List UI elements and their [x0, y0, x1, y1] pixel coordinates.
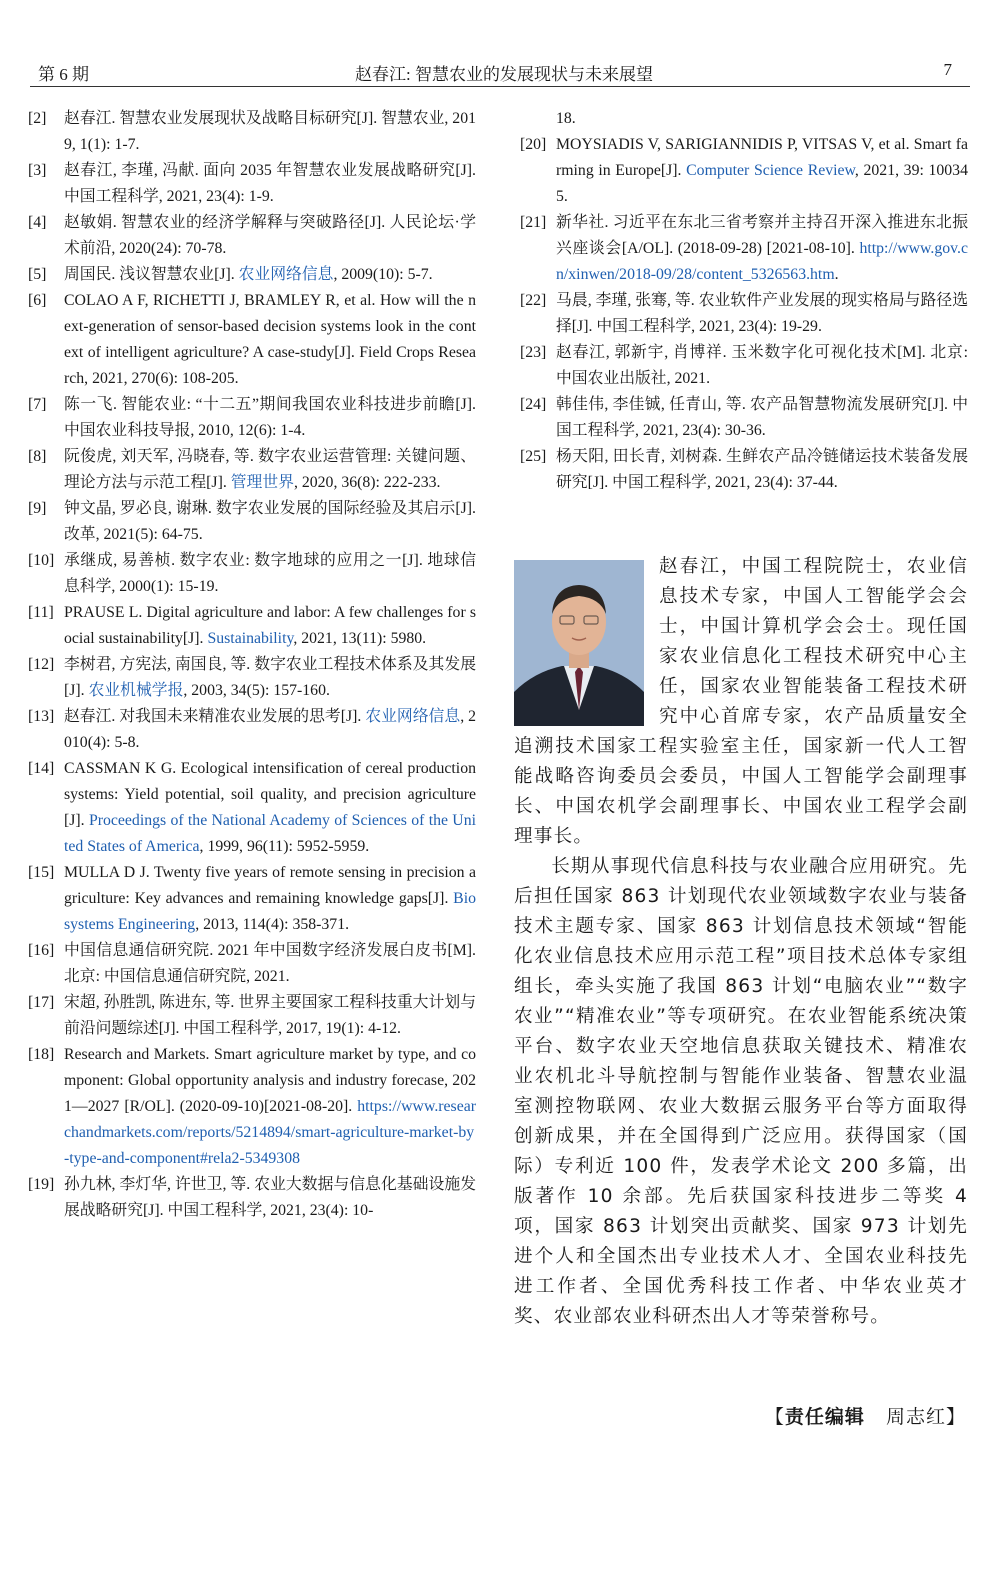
reference-entry: [520, 210, 968, 288]
reference-number: [23]: [520, 344, 547, 361]
reference-text: 陈一飞. 智能农业: “十二五”期间我国农业科技进步前瞻[J]. 中国农业科技导报, 2010, 12(6): 1-4.: [64, 396, 476, 439]
reference-number: [21]: [520, 214, 547, 231]
references-right-column: [520, 106, 968, 496]
reference-text: [64, 600, 476, 652]
reference-entry: [28, 444, 476, 496]
photo-float-spacer: [514, 552, 659, 724]
reference-text-pre: PRAUSE L. Digital agriculture and labor: A few challenges for social sustainability[J].: [64, 604, 476, 647]
reference-text: 赵春江, 郭新宇, 肖博祥. 玉米数字化可视化技术[M]. 北京: 中国农业出版社, 2021.: [556, 344, 968, 387]
editor-label: 责任编辑: [784, 1406, 865, 1428]
reference-link[interactable]: Proceedings of the National Academy of Sciences of the United States of America: [64, 812, 476, 855]
reference-entry: [28, 1172, 476, 1224]
reference-entry: [28, 210, 476, 262]
reference-entry: [28, 392, 476, 444]
reference-text-pre: 赵春江. 对我国未来精准农业发展的思考[J].: [64, 708, 366, 725]
reference-entry: [520, 288, 968, 340]
reference-number: [12]: [28, 656, 55, 673]
reference-text: [64, 262, 476, 288]
reference-text: 中国信息通信研究院. 2021 年中国数字经济发展白皮书[M]. 北京: 中国信息通信研究院, 2021.: [64, 942, 476, 985]
running-header: [38, 60, 970, 86]
reference-text-post: , 2021, 13(11): 5980.: [293, 630, 427, 647]
reference-number: [6]: [28, 292, 47, 309]
header-rule: [30, 86, 970, 87]
reference-number: [13]: [28, 708, 55, 725]
reference-continuation: 18.: [556, 110, 576, 127]
reference-entry: [28, 860, 476, 938]
reference-entry: [28, 106, 476, 158]
reference-number: [20]: [520, 136, 547, 153]
reference-text: [556, 210, 968, 288]
reference-number: [8]: [28, 448, 47, 465]
reference-number: [17]: [28, 994, 55, 1011]
reference-link[interactable]: https://www.researchandmarkets.com/reports/5214894/smart-agriculture-market-by-type-and-component#rela2-5349308: [64, 1098, 476, 1167]
reference-entry: [28, 990, 476, 1042]
reference-text-pre: 周国民. 浅议智慧农业[J].: [64, 266, 239, 283]
reference-text-post: , 1999, 96(11): 5952-5959.: [199, 838, 370, 855]
reference-entry: [28, 756, 476, 860]
reference-text: 杨天阳, 田长青, 刘树森. 生鲜农产品冷链储运技术装备发展研究[J]. 中国工程科学, 2021, 23(4): 37-44.: [556, 448, 968, 491]
reference-entry: [28, 262, 476, 288]
bio-paragraph-1: 赵春江，中国工程院院士，农业信息技术专家，中国人工智能学会会士，中国计算机学会会士。现任国家农业信息化工程技术研究中心主任，国家农业智能装备工程技术研究中心首席专家，农产品质量安全追溯技术国家工程实验室主任，国家新一代人工智能战略咨询委员会委员，中国人工智能学会副理事长、中国农机学会副理事长、中国农业工程学会副理事长。: [514, 556, 968, 847]
reference-entry: [28, 600, 476, 652]
reference-text-pre: 李树君, 方宪法, 南国良, 等. 数字农业工程技术体系及其发展[J].: [64, 656, 476, 699]
reference-text-post: , 2009(10): 5-7.: [333, 266, 433, 283]
page-number: 7: [943, 60, 952, 79]
reference-text: [64, 652, 476, 704]
reference-number: [11]: [28, 604, 54, 621]
reference-text-pre: MOYSIADIS V, SARIGIANNIDIS P, VITSAS V, et al. Smart farming in Europe[J].: [556, 136, 968, 179]
reference-number: [9]: [28, 500, 47, 517]
reference-text: [556, 132, 968, 210]
reference-number: [3]: [28, 162, 47, 179]
editor-bracket-close: 】: [945, 1406, 966, 1428]
reference-text: [64, 704, 476, 756]
reference-number: [7]: [28, 396, 47, 413]
reference-text: [64, 444, 476, 496]
reference-text: 赵敏娟. 智慧农业的经济学解释与突破路径[J]. 人民论坛·学术前沿, 2020(24): 70-78.: [64, 214, 476, 257]
responsible-editor: [765, 1402, 966, 1429]
reference-text-pre: MULLA D J. Twenty five years of remote sensing in precision agriculture: Key advances and remaining knowledge gaps[J].: [64, 864, 476, 907]
reference-number: [16]: [28, 942, 55, 959]
reference-text: 马晨, 李瑾, 张骞, 等. 农业软件产业发展的现实格局与路径选择[J]. 中国工程科学, 2021, 23(4): 19-29.: [556, 292, 968, 335]
reference-number: [19]: [28, 1176, 55, 1193]
reference-text: 宋超, 孙胜凯, 陈进东, 等. 世界主要国家工程科技重大计划与前沿问题综述[J]. 中国工程科学, 2017, 19(1): 4-12.: [64, 994, 476, 1037]
reference-text-pre: Research and Markets. Smart agriculture market by type, and component: Global opportunity analysis and industry forecase, 2021—2027 [R/OL]. (2020-09-10)[2021-08-20].: [64, 1046, 476, 1115]
issue-number: 第 6 期: [38, 65, 89, 84]
reference-number: [5]: [28, 266, 47, 283]
reference-text-post: , 2013, 114(4): 358-371.: [195, 916, 350, 933]
reference-number: [25]: [520, 448, 547, 465]
reference-entry: [28, 1042, 476, 1172]
reference-link[interactable]: 农业网络信息: [238, 266, 334, 283]
reference-text-post: , 2010(4): 5-8.: [64, 708, 476, 751]
reference-number: [24]: [520, 396, 547, 413]
reference-link[interactable]: Sustainability: [207, 630, 294, 647]
reference-entry: [28, 548, 476, 600]
reference-text: 韩佳伟, 李佳铖, 任青山, 等. 农产品智慧物流发展研究[J]. 中国工程科学, 2021, 23(4): 30-36.: [556, 396, 968, 439]
reference-entry: [28, 158, 476, 210]
reference-number: [18]: [28, 1046, 55, 1063]
reference-text-pre: 新华社. 习近平在东北三省考察并主持召开深入推进东北振兴座谈会[A/OL]. (2018-09-28) [2021-08-10].: [556, 214, 968, 257]
reference-entry: [28, 938, 476, 990]
references-left-column: [28, 106, 476, 1224]
reference-text: [64, 756, 476, 860]
reference-text-pre: CASSMAN K G. Ecological intensification of cereal production systems: Yield potential, soil quality, and precision agriculture[J].: [64, 760, 476, 829]
reference-link[interactable]: http://www.gov.cn/xinwen/2018-09/28/content_5326563.htm: [556, 240, 968, 283]
reference-number: [2]: [28, 110, 47, 127]
reference-link[interactable]: Biosystems Engineering: [64, 890, 476, 933]
reference-entry: [28, 652, 476, 704]
reference-text-pre: 阮俊虎, 刘天军, 冯晓春, 等. 数字农业运营管理: 关键问题、理论方法与示范工程[J].: [64, 448, 476, 491]
editor-name: 周志红: [885, 1406, 946, 1428]
reference-number: [15]: [28, 864, 55, 881]
reference-text: [64, 860, 476, 938]
reference-link[interactable]: 农业网络信息: [365, 708, 461, 725]
reference-text-post: , 2003, 34(5): 157-160.: [183, 682, 330, 699]
reference-text: 承继成, 易善桢. 数字农业: 数字地球的应用之一[J]. 地球信息科学, 2000(1): 15-19.: [64, 552, 476, 595]
reference-text: 赵春江, 李瑾, 冯献. 面向 2035 年智慧农业发展战略研究[J]. 中国工程科学, 2021, 23(4): 1-9.: [64, 162, 476, 205]
bio-paragraph-2: 长期从事现代信息科技与农业融合应用研究。先后担任国家 863 计划现代农业领域数字农业与装备技术主题专家、国家 863 计划信息技术领域“智能化农业信息技术应用示范工程”项目技术总体专家组组长，牵头实施了我国 863 计划“电脑农业”“数字农业”“精准农业”等专项研究。在农业智能系统决策平台、数字农业天空地信息获取关键技术、精准农业农机北斗导航控制与智能作业装备、智慧农业温室测控物联网、农业大数据云服务平台等方面取得创新成果，并在全国得到广泛应用。获得国家（国际）专利近 100 件，发表学术论文 200 多篇，出版著作 10 余部。先后获国家科技进步二等奖 4 项，国家 863 计划突出贡献奖、国家 973 计划先进个人和全国杰出专业技术人才、全国农业科技先进工作者、全国优秀科技工作者、中华农业英才奖、农业部农业科研杰出人才等荣誉称号。: [514, 856, 968, 1327]
reference-number: [10]: [28, 552, 55, 569]
reference-entry: [520, 340, 968, 392]
running-title: 赵春江: 智慧农业的发展现状与未来展望: [355, 65, 653, 84]
reference-entry: [28, 704, 476, 756]
reference-text: 孙九林, 李灯华, 许世卫, 等. 农业大数据与信息化基础设施发展战略研究[J]. 中国工程科学, 2021, 23(4): 10-: [64, 1176, 476, 1219]
reference-entry: [520, 444, 968, 496]
reference-entry: [520, 132, 968, 210]
reference-text: [64, 1042, 476, 1172]
reference-link[interactable]: 管理世界: [230, 474, 294, 491]
reference-number: [4]: [28, 214, 47, 231]
author-biography: [514, 552, 968, 1332]
reference-entry: [28, 496, 476, 548]
reference-link[interactable]: 农业机械学报: [88, 682, 184, 699]
reference-number: [22]: [520, 292, 547, 309]
editor-bracket-open: 【: [764, 1406, 785, 1428]
reference-text: COLAO A F, RICHETTI J, BRAMLEY R, et al. How will the next-generation of sensor-based decision systems look in the context of intelligent agriculture? A case-study[J]. Field Crops Research, 2021, 270(6): 108-205.: [64, 292, 476, 387]
reference-text-post: .: [834, 266, 839, 283]
reference-entry: [520, 392, 968, 444]
reference-number: [14]: [28, 760, 55, 777]
reference-text-post: , 2020, 36(8): 222-233.: [293, 474, 441, 491]
reference-link[interactable]: Computer Science Review: [686, 162, 855, 179]
reference-text: 赵春江. 智慧农业发展现状及战略目标研究[J]. 智慧农业, 2019, 1(1): 1-7.: [64, 110, 476, 153]
reference-text-post: , 2021, 39: 100345.: [556, 162, 968, 205]
reference-list: [520, 132, 968, 496]
reference-entry: [28, 288, 476, 392]
reference-text: 钟文晶, 罗必良, 谢琳. 数字农业发展的国际经验及其启示[J]. 改革, 2021(5): 64-75.: [64, 500, 476, 543]
